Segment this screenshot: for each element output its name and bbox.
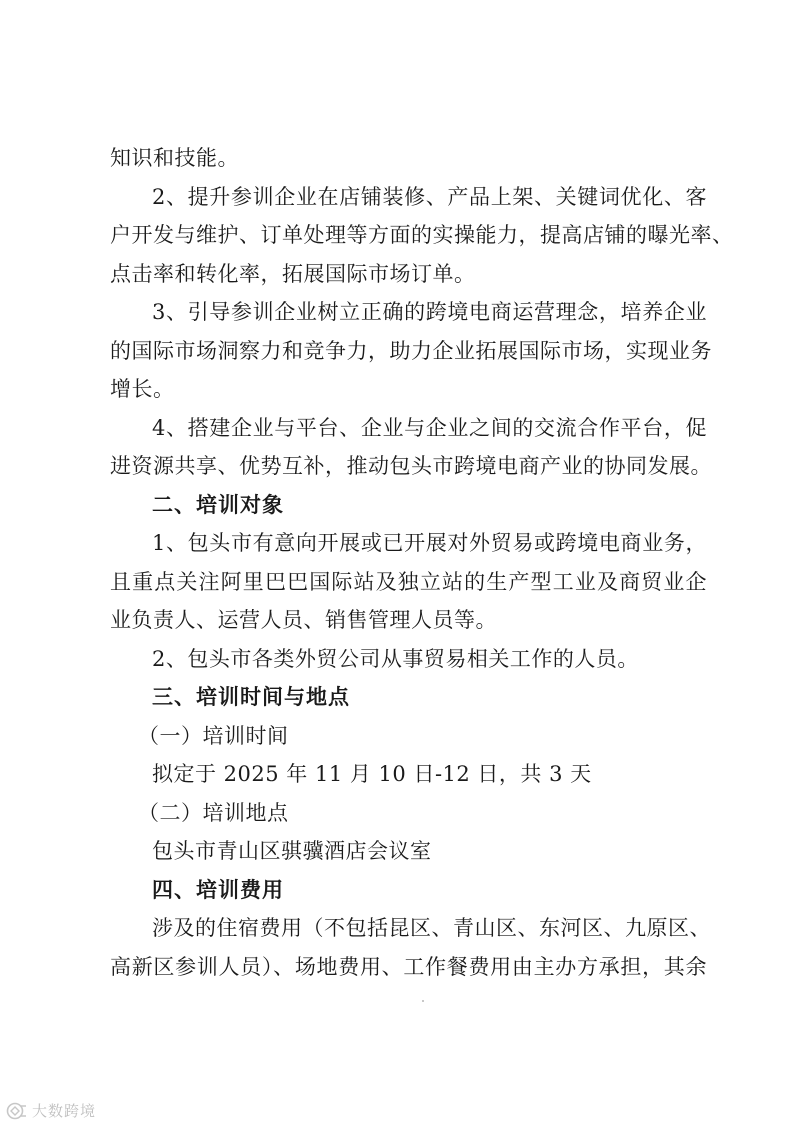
paragraph-line: 4、搭建企业与平台、企业与企业之间的交流合作平台，促 — [152, 416, 707, 440]
paragraph-line: 进资源共享、优势互补，推动包头市跨境电商产业的协同发展。 — [110, 454, 712, 478]
watermark-text: 大数跨境 — [32, 1102, 97, 1120]
paragraph-line: 的国际市场洞察力和竞争力，助力企业拓展国际市场，实现业务 — [110, 339, 712, 363]
paragraph-line: 3、引导参训企业树立正确的跨境电商运营理念，培养企业 — [152, 300, 707, 324]
section-heading: 三、培训时间与地点 — [152, 685, 350, 709]
subsection-heading: （二）培训地点 — [138, 801, 289, 825]
paragraph-line: 1、包头市有意向开展或已开展对外贸易或跨境电商业务， — [152, 531, 707, 555]
paragraph-line: 2、提升参训企业在店铺装修、产品上架、关键词优化、客 — [152, 185, 707, 209]
paragraph-line: 增长。 — [110, 377, 175, 401]
paragraph-line: 点击率和转化率，拓展国际市场订单。 — [110, 262, 476, 286]
watermark — [6, 1100, 96, 1121]
section-heading: 四、培训费用 — [152, 878, 284, 902]
paragraph-line: 涉及的住宿费用（不包括昆区、青山区、东河区、九原区、 — [152, 916, 711, 940]
paragraph-line: 2、包头市各类外贸公司从事贸易相关工作的人员。 — [152, 647, 639, 671]
subsection-heading: （一）培训时间 — [138, 724, 289, 748]
section-heading: 二、培训对象 — [152, 493, 284, 517]
paragraph-line: 高新区参训人员）、场地费用、工作餐费用由主办方承担，其余 — [110, 955, 707, 979]
scan-speck — [422, 1000, 424, 1002]
brand-logo-icon — [6, 1102, 28, 1120]
paragraph-line: 户开发与维护、订单处理等方面的实操能力，提高店铺的曝光率、 — [110, 223, 734, 247]
paragraph-line: 拟定于 2025 年 11 月 10 日-12 日，共 3 天 — [152, 762, 592, 786]
paragraph-line: 且重点关注阿里巴巴国际站及独立站的生产型工业及商贸业企 — [110, 570, 707, 594]
paragraph-line: 包头市青山区骐骥酒店会议室 — [152, 839, 432, 863]
paragraph-line: 知识和技能。 — [110, 146, 239, 170]
paragraph-line: 业负责人、运营人员、销售管理人员等。 — [110, 608, 497, 632]
